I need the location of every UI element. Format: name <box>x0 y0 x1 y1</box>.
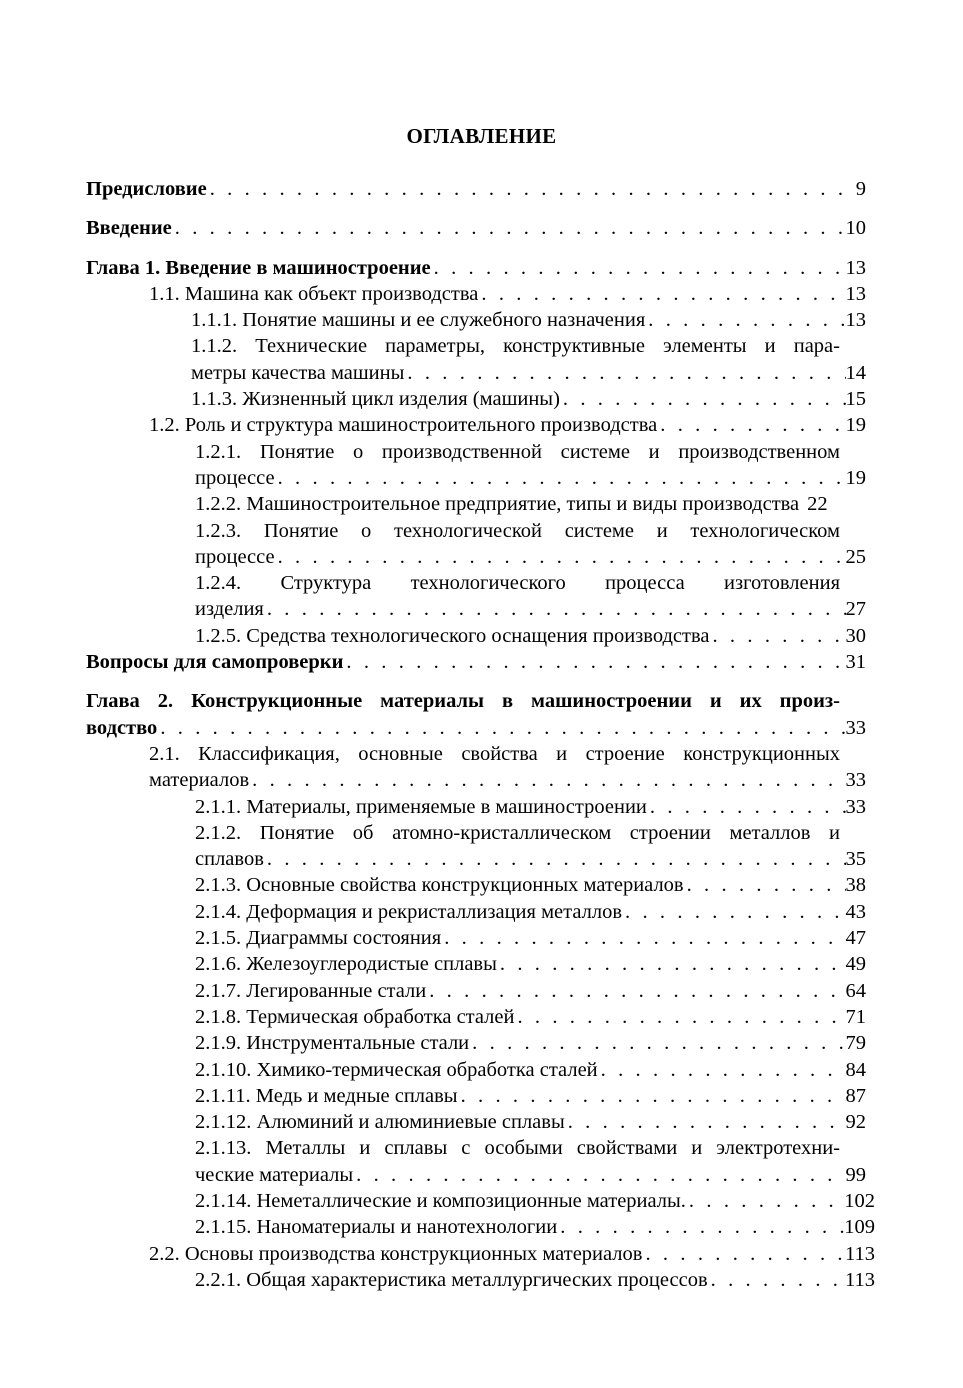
toc-page-number: 22 <box>807 493 828 516</box>
dot-leader <box>563 386 846 412</box>
dot-leader <box>160 715 845 741</box>
toc-page-number: 33 <box>845 716 866 739</box>
toc-subsection-line[interactable]: 1.2.3. Понятие о технологической системе и технологическом <box>195 519 840 542</box>
toc-subsection-entry[interactable] <box>195 1162 866 1188</box>
toc-subsection-line[interactable]: 1.1.2. Технические параметры, конструктивные элементы и пара- <box>191 335 840 358</box>
dot-leader <box>689 1188 844 1214</box>
toc-page-number: 9 <box>855 178 866 200</box>
toc-subsection-entry[interactable] <box>195 623 866 649</box>
toc-section-line[interactable]: 2.1. Классификация, основные свойства и строение конструкционных <box>149 742 840 765</box>
toc-section-entry[interactable] <box>149 412 866 438</box>
toc-subsection-entry[interactable] <box>195 465 866 491</box>
toc-entry-title: 2.1.8. Термическая обработка сталей <box>195 1005 515 1028</box>
toc-entry-title: 2.1.1. Материалы, применяемые в машиностроении <box>195 795 647 818</box>
toc-page-number: 38 <box>845 874 866 897</box>
toc-subsection-entry[interactable] <box>195 872 866 898</box>
toc-subsection-entry[interactable] <box>195 491 875 517</box>
toc-entry-title: 2.1.15. Наноматериалы и нанотехнологии <box>195 1216 558 1239</box>
toc-entry-title: 2.1.3. Основные свойства конструкционных материалов <box>195 874 684 897</box>
toc-entry-title: 2.1.5. Диаграммы состояния <box>195 927 442 950</box>
toc-subsection-line[interactable]: 1.2.1. Понятие о производственной системе и производственном <box>195 440 840 463</box>
toc-entry-title: Вопросы для самопроверки <box>86 651 344 674</box>
toc-entry-title: Введение <box>86 217 172 240</box>
toc-subsection-line[interactable]: 2.1.13. Металлы и сплавы с особыми свойствами и электротехни- <box>195 1137 840 1160</box>
toc-page-number: 92 <box>845 1111 866 1134</box>
toc-entry-title: 2.2. Основы производства конструкционных материалов <box>149 1242 643 1265</box>
toc-page-number: 49 <box>845 953 866 976</box>
dot-leader <box>481 281 845 307</box>
toc-entry-title: ческие материалы <box>195 1163 354 1186</box>
toc-subsection-entry[interactable] <box>195 978 866 1004</box>
toc-subsection-entry[interactable] <box>195 1267 875 1293</box>
toc-subsection-entry[interactable] <box>195 951 866 977</box>
toc-entry-title: 2.1.7. Легированные стали <box>195 979 427 1002</box>
dot-leader <box>407 360 845 386</box>
toc-subsection-entry[interactable] <box>195 596 866 622</box>
toc-page-number: 64 <box>845 979 866 1002</box>
toc-entry-title: 1.1.3. Жизненный цикл изделия (машины) <box>191 388 560 411</box>
toc-entry-title: 2.1.14. Неметаллические и композиционные материалы. <box>195 1189 686 1212</box>
dot-leader <box>517 1004 845 1030</box>
toc-page-number: 25 <box>845 545 866 568</box>
dot-leader <box>175 215 846 241</box>
toc-entry[interactable] <box>86 649 866 675</box>
toc-subsection-entry[interactable] <box>191 307 866 333</box>
toc-entry-title: 2.1.12. Алюминий и алюминиевые сплавы <box>195 1111 565 1134</box>
dot-leader <box>356 1162 845 1188</box>
toc-entry-title: Глава 1. Введение в машиностроение <box>86 256 431 279</box>
toc-subsection-entry[interactable] <box>191 360 866 386</box>
toc-subsection-entry[interactable] <box>195 1188 875 1214</box>
dot-leader <box>601 1057 846 1083</box>
toc-entry[interactable] <box>86 176 866 202</box>
toc-subsection-line[interactable]: 2.1.2. Понятие об атомно-кристаллическом строении металлов и <box>195 821 840 844</box>
dot-leader <box>267 846 846 872</box>
toc-page-number: 15 <box>845 388 866 411</box>
toc-entry-title: 2.1.4. Деформация и рекристаллизация металлов <box>195 900 623 923</box>
dot-leader <box>500 951 846 977</box>
dot-leader <box>210 176 856 202</box>
dot-leader <box>560 1214 844 1240</box>
table-of-contents <box>0 176 963 1293</box>
toc-page-number: 79 <box>845 1032 866 1055</box>
toc-entry-title: 1.2.5. Средства технологического оснащения производства <box>195 624 710 647</box>
toc-entry-title: процессе <box>195 466 275 489</box>
toc-entry-title: 1.1.1. Понятие машины и ее служебного назначения <box>191 309 646 332</box>
dot-leader <box>278 544 846 570</box>
toc-subsection-entry[interactable] <box>195 1030 866 1056</box>
toc-subsection-line[interactable]: 1.2.4. Структура технологического процесса изготовления <box>195 572 840 595</box>
toc-subsection-entry[interactable] <box>195 846 866 872</box>
toc-page-number: 31 <box>845 651 866 674</box>
toc-entry-title: 1.1. Машина как объект производства <box>149 282 479 305</box>
toc-entry-title: Предисловие <box>86 178 207 200</box>
dot-leader <box>712 623 845 649</box>
dot-leader <box>434 255 846 281</box>
dot-leader <box>346 649 845 675</box>
toc-page-number: 71 <box>845 1005 866 1028</box>
toc-subsection-entry[interactable] <box>195 925 866 951</box>
dot-leader <box>278 465 846 491</box>
toc-subsection-entry[interactable] <box>195 1083 866 1109</box>
toc-page-number: 13 <box>845 309 866 332</box>
toc-entry-title: 2.1.11. Медь и медные сплавы <box>195 1084 458 1107</box>
toc-subsection-entry[interactable] <box>195 544 866 570</box>
dot-leader <box>645 1241 845 1267</box>
toc-section-entry[interactable] <box>149 1241 875 1267</box>
toc-page-number: 47 <box>845 927 866 950</box>
toc-entry-title: 2.1.10. Химико-термическая обработка сталей <box>195 1058 598 1081</box>
toc-section-entry[interactable] <box>149 767 866 793</box>
toc-page-number: 33 <box>845 769 866 792</box>
toc-entry-title: метры качества машины <box>191 361 405 384</box>
toc-page-number: 13 <box>845 256 866 279</box>
toc-entry[interactable] <box>86 215 866 241</box>
toc-entry-title: 1.2. Роль и структура машиностроительного производства <box>149 414 658 437</box>
dot-leader <box>650 794 846 820</box>
dot-leader <box>568 1109 846 1135</box>
toc-subsection-entry[interactable] <box>195 1109 866 1135</box>
toc-page-number: 13 <box>845 282 866 305</box>
toc-subsection-entry[interactable] <box>195 1004 866 1030</box>
toc-page-number: 109 <box>844 1216 875 1239</box>
toc-chapter-entry[interactable] <box>86 715 866 741</box>
toc-page-number: 19 <box>845 414 866 437</box>
toc-subsection-entry[interactable] <box>195 1057 866 1083</box>
toc-page-number: 43 <box>845 900 866 923</box>
dot-leader <box>472 1030 845 1056</box>
toc-page-number: 99 <box>845 1163 866 1186</box>
toc-chapter-entry[interactable] <box>86 255 866 281</box>
toc-entry-title: материалов <box>149 769 250 792</box>
toc-page-number: 19 <box>845 466 866 489</box>
toc-page-number: 14 <box>845 361 866 384</box>
toc-chapter-line[interactable]: Глава 2. Конструкционные материалы в машиностроении и их произ- <box>86 690 840 713</box>
toc-entry-title: 2.1.6. Железоуглеродистые сплавы <box>195 953 497 976</box>
toc-page-number: 35 <box>845 848 866 871</box>
toc-page-number: 113 <box>845 1268 875 1291</box>
toc-page-number: 113 <box>845 1242 875 1265</box>
toc-entry-title: 2.2.1. Общая характеристика металлургических процессов <box>195 1268 708 1291</box>
toc-page-number: 33 <box>845 795 866 818</box>
toc-page-number: 10 <box>845 217 866 240</box>
page-title: ОГЛАВЛЕНИЕ <box>406 124 557 148</box>
dot-leader <box>711 1267 845 1293</box>
dot-leader <box>444 925 845 951</box>
toc-page-number: 84 <box>845 1058 866 1081</box>
dot-leader <box>267 596 846 622</box>
toc-subsection-entry[interactable] <box>195 899 866 925</box>
dot-leader <box>429 978 845 1004</box>
toc-entry-title: водство <box>86 716 158 739</box>
toc-section-entry[interactable] <box>149 281 866 307</box>
toc-subsection-entry[interactable] <box>195 794 866 820</box>
toc-page-number: 27 <box>845 598 866 621</box>
toc-page-number: 30 <box>845 624 866 647</box>
toc-subsection-entry[interactable] <box>195 1214 875 1240</box>
toc-page-number: 87 <box>845 1084 866 1107</box>
dot-leader <box>687 872 846 898</box>
dot-leader <box>648 307 845 333</box>
toc-entry-title: изделия <box>195 598 264 621</box>
dot-leader <box>461 1083 846 1109</box>
toc-entry-title: процессе <box>195 545 275 568</box>
toc-entry-title: 1.2.2. Машиностроительное предприятие, типы и виды производства <box>195 493 800 516</box>
toc-page-number: 102 <box>844 1189 875 1212</box>
toc-subsection-entry[interactable] <box>191 386 866 412</box>
dot-leader <box>660 412 845 438</box>
dot-leader <box>625 899 845 925</box>
dot-leader <box>252 767 845 793</box>
toc-entry-title: 2.1.9. Инструментальные стали <box>195 1032 470 1055</box>
toc-entry-title: сплавов <box>195 848 264 871</box>
